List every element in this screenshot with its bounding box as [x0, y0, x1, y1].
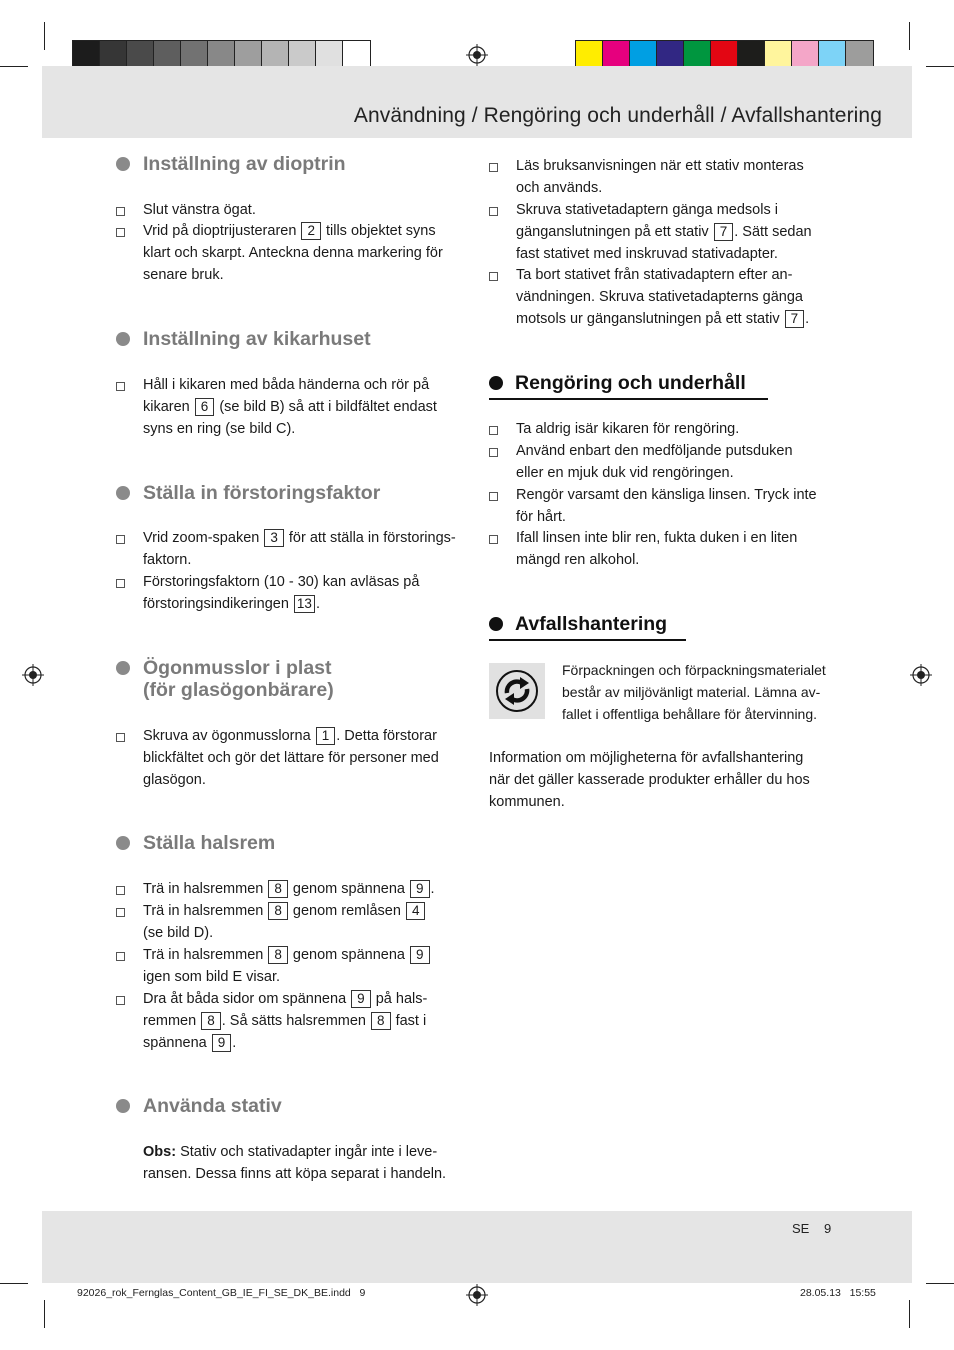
file-slug: 92026_rok_Fernglas_Content_GB_IE_FI_SE_DK_BE.indd 9: [77, 1287, 366, 1299]
checkbox-bullet-icon: [489, 492, 498, 501]
part-number: 3: [264, 529, 284, 547]
checkbox-bullet-icon: [489, 163, 498, 172]
section-heading-stativ: Använda stativ: [143, 1095, 282, 1117]
list-item: Vrid zoom-spaken 3 för att ställa in förstorings- faktorn.: [143, 530, 456, 568]
registration-mark-icon: [910, 664, 932, 686]
part-number: 9: [410, 880, 430, 898]
list-item: Trä in halsremmen 8 genom remlåsen 4 (se bild D).: [143, 900, 473, 944]
disposal-info-paragraph: Information om möjligheterna för avfallshantering när det gäller kasserade produkter erhåller du hos kommunen.: [489, 750, 810, 810]
list-item: Skruva stativetadaptern gänga medsols i gänganslutningen på ett stativ 7 . Sätt sedan fast stativet med inskruvad stativadapter.: [516, 202, 812, 262]
checkbox-bullet-icon: [116, 228, 125, 237]
checkbox-bullet-icon: [116, 207, 125, 216]
part-number: 1: [316, 727, 336, 745]
recycling-paragraph: Förpackningen och förpackningsmaterialet består av miljövänligt material. Lämna av- fallet i offentliga behållare för återvinning.: [562, 662, 826, 722]
list-item: Skruva av ögonmusslorna 1 . Detta förstorar blickfältet och gör det lättare för personer med glasögon.: [143, 728, 439, 788]
list-item: Vrid på dioptrijusteraren 2 tills objektet syns klart och skarpt. Anteckna denna markering för senare bruk.: [143, 223, 443, 283]
list-item: Slut vänstra ögat.: [143, 202, 256, 218]
checkbox-bullet-icon: [489, 535, 498, 544]
list-item: Trä in halsremmen 8 genom spännena 9 .: [143, 881, 435, 897]
checkbox-bullet-icon: [116, 382, 125, 391]
checkbox-bullet-icon: [116, 952, 125, 961]
part-number: 8: [371, 1012, 391, 1030]
part-number: 4: [406, 902, 426, 920]
recycle-icon: [489, 663, 545, 719]
footer-band: [42, 1211, 912, 1283]
heading-underline: [489, 398, 768, 400]
section-dot-icon: [116, 332, 130, 346]
checkbox-bullet-icon: [116, 579, 125, 588]
part-number: 8: [268, 902, 288, 920]
list-item: Förstoringsfaktorn (10 - 30) kan avläsas på förstoringsindikeringen 13 .: [143, 574, 420, 612]
part-number: 7: [714, 223, 734, 241]
section-dot-icon: [116, 1099, 130, 1113]
section-heading-avfallshantering: Avfallshantering: [515, 613, 668, 635]
registration-mark-icon: [466, 44, 488, 66]
checkbox-bullet-icon: [116, 535, 125, 544]
part-number: 9: [212, 1034, 232, 1052]
checkbox-bullet-icon: [489, 426, 498, 435]
list-item: Håll i kikaren med båda händerna och rör på kikaren 6 (se bild B) så att i bildfältet endast syns en ring (se bild C).: [143, 377, 437, 437]
section-heading-forstoringsfaktor: Ställa in förstoringsfaktor: [143, 482, 381, 504]
checkbox-bullet-icon: [116, 886, 125, 895]
checkbox-bullet-icon: [116, 908, 125, 917]
part-number: 8: [268, 880, 288, 898]
list-item: Rengör varsamt den känsliga linsen. Tryck inte för hårt.: [516, 487, 817, 525]
section-heading-kikarhuset: Inställning av kikarhuset: [143, 328, 371, 350]
section-dot-icon: [489, 617, 503, 631]
date-slug: 28.05.13 15:55: [800, 1287, 876, 1299]
part-number: 2: [301, 222, 321, 240]
section-heading-ogonmusslor: Ögonmusslor i plast (för glasögonbärare): [143, 657, 334, 701]
section-dot-icon: [116, 486, 130, 500]
part-number: 8: [268, 946, 288, 964]
checkbox-bullet-icon: [489, 272, 498, 281]
checkbox-bullet-icon: [116, 733, 125, 742]
list-item: Trä in halsremmen 8 genom spännena 9 igen som bild E visar.: [143, 944, 473, 988]
section-heading-halsrem: Ställa halsrem: [143, 832, 276, 854]
section-dot-icon: [116, 836, 130, 850]
list-item: Läs bruksanvisningen när ett stativ monteras och används.: [516, 158, 804, 196]
part-number: 7: [785, 310, 805, 328]
section-heading-dioptrin: Inställning av dioptrin: [143, 153, 346, 175]
section-dot-icon: [116, 157, 130, 171]
heading-underline: [489, 639, 686, 641]
page-number: 9: [824, 1221, 832, 1236]
part-number: 9: [351, 990, 371, 1008]
part-number: 6: [195, 398, 215, 416]
part-number: 8: [201, 1012, 221, 1030]
list-item: Använd enbart den medföljande putsduken eller en mjuk duk vid rengöringen.: [516, 443, 793, 481]
list-item: Ta bort stativet från stativadaptern efter an- vändningen. Skruva stativetadapterns gänga motsols ur gänganslutningen på ett stativ 7 .: [516, 267, 810, 327]
registration-mark-icon: [466, 1284, 488, 1306]
list-item: Ifall linsen inte blir ren, fukta duken i en liten mängd ren alkohol.: [516, 530, 798, 568]
section-dot-icon: [116, 661, 130, 675]
checkbox-bullet-icon: [489, 207, 498, 216]
list-item: Ta aldrig isär kikaren för rengöring.: [516, 421, 740, 437]
part-number: 9: [410, 946, 430, 964]
checkbox-bullet-icon: [116, 996, 125, 1005]
page-title: Användning / Rengöring och underhåll / Avfallshantering: [353, 104, 882, 127]
checkbox-bullet-icon: [489, 448, 498, 457]
list-item: Dra åt båda sidor om spännena 9 på hals- remmen 8 . Så sätts halsremmen 8 fast i spännena 9 .: [143, 991, 428, 1051]
section-dot-icon: [489, 376, 503, 390]
registration-mark-icon: [22, 664, 44, 686]
part-number: 13: [294, 595, 315, 613]
note-paragraph: Obs: Stativ och stativadapter ingår inte i leve- ransen. Dessa finns att köpa separat i handeln.: [143, 1144, 447, 1182]
section-heading-rengoring: Rengöring och underhåll: [515, 372, 746, 394]
recycle-icon-box: [489, 663, 545, 719]
language-code: SE: [792, 1221, 810, 1236]
